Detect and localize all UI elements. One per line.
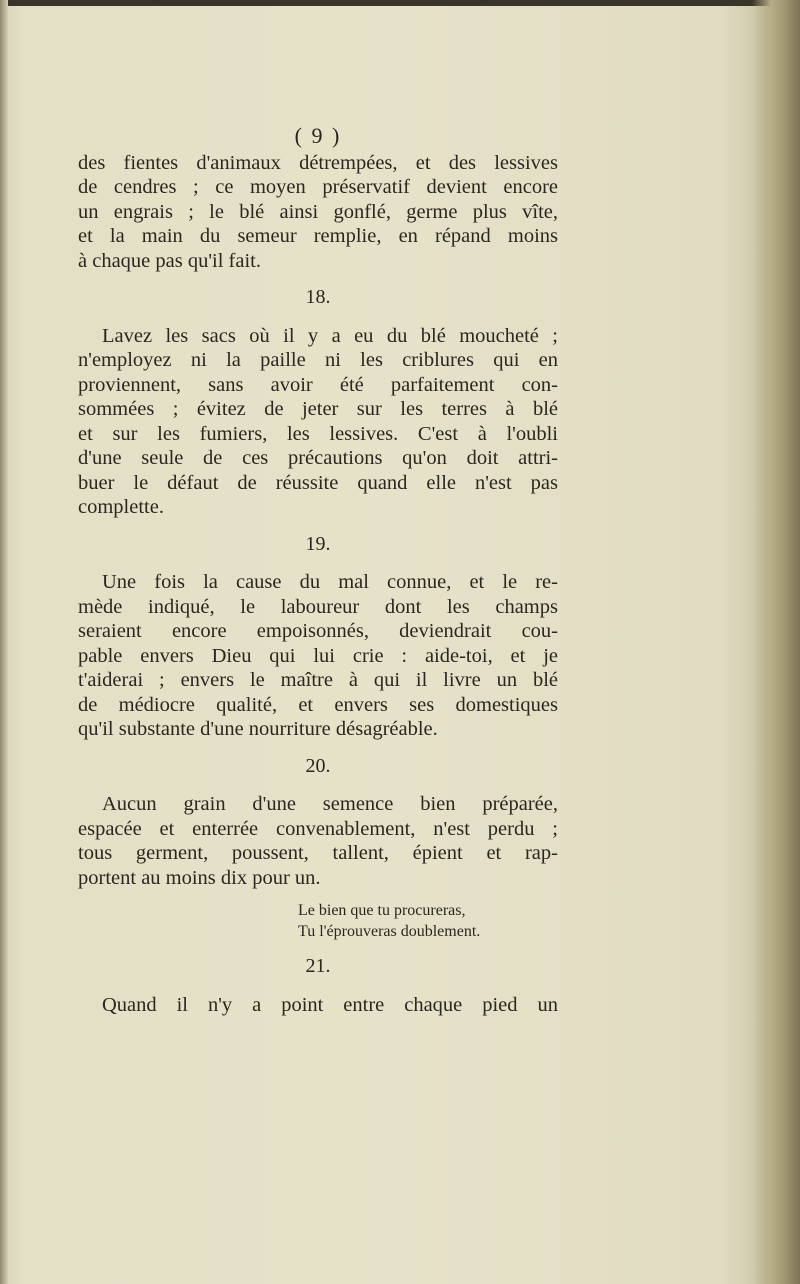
text-line: mède indiqué, le laboureur dont les champs — [78, 595, 558, 618]
page-top-edge — [0, 0, 800, 6]
text-line: d'une seule de ces précautions qu'on doit attri- — [78, 447, 558, 469]
paragraph-21 — [78, 993, 558, 1018]
text-line: pable envers Dieu qui lui crie : aide-toi, et je — [78, 644, 558, 667]
text-line: seraient encore empoisonnés, deviendrait cou- — [78, 620, 558, 642]
text-line: complette. — [78, 496, 164, 518]
paragraph-20 — [78, 792, 558, 890]
verse-line: Le bien que tu procureras, — [298, 902, 466, 919]
text-line: sommées ; évitez de jeter sur les terres à blé — [78, 398, 558, 420]
text-line: buer le défaut de réussite quand elle n'est pas — [78, 471, 558, 494]
text-line: Une fois la cause du mal connue, et le re- — [102, 571, 558, 593]
text-line: qu'il substante d'une nourriture désagréable. — [78, 718, 438, 740]
section-number-19: 19. — [305, 532, 331, 555]
text-line: à chaque pas qu'il fait. — [78, 249, 261, 272]
verse-line: Tu l'éprouveras doublement. — [298, 923, 481, 940]
paragraph-continued — [78, 151, 558, 274]
text-line: de cendres ; ce moyen préservatif devient encore — [78, 176, 558, 198]
text-line: espacée et enterrée convenablement, n'est perdu ; — [78, 817, 558, 840]
section-number-18: 18. — [305, 286, 331, 308]
section-number-20: 20. — [305, 754, 331, 777]
text-line: tous germent, poussent, tallent, épient et rap- — [78, 842, 558, 864]
text-line: des fientes d'animaux détrempées, et des lessives — [78, 151, 558, 174]
text-line: t'aiderai ; envers le maître à qui il livre un blé — [78, 669, 558, 691]
section-number-21: 21. — [305, 955, 331, 977]
text-block — [78, 124, 558, 1017]
text-line: Aucun grain d'une semence bien préparée, — [102, 793, 558, 815]
text-line: n'employez ni la paille ni les criblures qui en — [78, 349, 558, 371]
page-right-edge — [752, 0, 800, 1284]
paragraph-19 — [78, 570, 558, 742]
page-left-edge — [0, 0, 8, 1284]
page-number: ( 9 ) — [294, 123, 342, 148]
text-line: Lavez les sacs où il y a eu du blé moucheté ; — [102, 324, 558, 347]
text-line: portent au moins dix pour un. — [78, 866, 321, 889]
text-line: et sur les fumiers, les lessives. C'est à l'oubli — [78, 422, 558, 445]
paragraph-18 — [78, 324, 558, 520]
text-line: un engrais ; le blé ainsi gonflé, germe plus vîte, — [78, 200, 558, 223]
text-line: de médiocre qualité, et envers ses domestiques — [78, 693, 558, 716]
text-line: et la main du semeur remplie, en répand moins — [78, 225, 558, 247]
text-line: proviennent, sans avoir été parfaitement con- — [78, 373, 558, 396]
text-line: Quand il n'y a point entre chaque pied un — [102, 993, 558, 1016]
verse-quote — [298, 900, 558, 942]
